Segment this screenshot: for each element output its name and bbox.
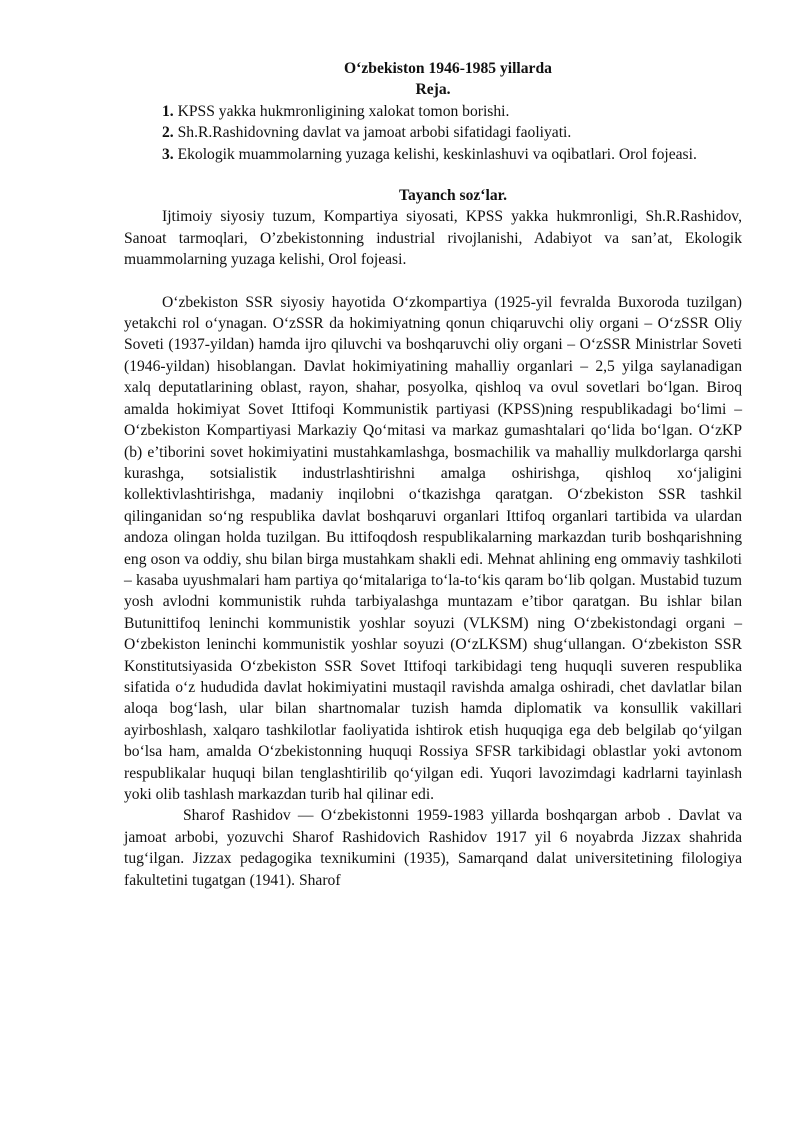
keywords-paragraph: Ijtimoiy siyosiy tuzum, Kompartiya siyosati, KPSS yakka hukmronligi, Sh.R.Rashidov, Sanoat tarmoqlari, O’zbekistonning industrial rivojlanishi, Adabiyot va san’at, Ekologik muammolarning yuzaga kelishi, Orol fojeasi. [124, 208, 742, 269]
reja-item-1 [124, 101, 742, 122]
document-title: O‘zbekiston 1946-1985 yillarda [344, 60, 552, 77]
reja-item-text: KPSS yakka hukmronligining xalokat tomon borishi. [173, 102, 510, 120]
body-paragraph-1: O‘zbekiston SSR siyosiy hayotida O‘zkompartiya (1925-yil fevralda Buxoroda tuzilgan) yetakchi rol o‘ynagan. O‘zSSR da hokimiyatning qonun chiqaruvchi oliy organi – O‘zSSR Oliy Soveti (1937-yildan) hamda ijro qiluvchi va boshqaruvchi oliy organi – O‘zSSR Ministrlar Soveti (1946-yildan) hisoblangan. Davlat hokimiyatining mahalliy organlari – 2,5 yilga saylanadigan xalq deputatlarining oblast, rayon, shahar, posyolka, qishloq va ovul sovetlari bo‘lgan. Biroq amalda hokimiyat Sovet Ittifoqi Kommunistik partiyasi (KPSS)ning respublikadagi bo‘limi – O‘zbekiston Kompartiyasi Markaziy Qo‘mitasi va markaz gumashtalari qo‘lida bo‘lgan. O‘zKP (b) e’tiborini sovet hokimiyatini mustahkamlashga, bosmachilik va mahalliy mulkdorlarga qarshi kurashga, sotsialistik industrlashtirishni amalga oshirishga, qishloq xo‘jaligini kollektivlashtirishga, madaniy inqilobni o‘tkazishga qaratgan. O‘zbekiston SSR tashkil qilinganidan so‘ng respublika davlat boshqaruvi organlari Ittifoq organlari tartibida va ulardan andoza olingan holda tuzilgan. Bu ittifoqdosh respublikalarning markazdan turib boshqarishning eng oson va oddiy, shu bilan birga mustahkam shakli edi. Mehnat ahlining eng ommaviy tashkiloti – kasaba uyushmalari ham partiya qo‘mitalariga to‘la-to‘kis qaram bo‘lib qolgan. Mustabid tuzum yosh avlodni kommunistik ruhda tarbiyalashga muntazam e’tibor qaratgan. Bu ishlar bilan Butunittifoq leninchi kommunistik yoshlar soyuzi (VLKSM) ning O‘zbekistondagi organi – O‘zbekiston leninchi kommunistik yoshlar soyuzi (O‘zLKSM) shug‘ullangan. O‘zbekiston SSR Konstitutsiyasida O‘zbekiston SSR Sovet Ittifoqi tarkibidagi teng huquqli suveren respublika sifatida o‘z hududida davlat hokimiyatini mustaqil ravishda amalga oshiradi, chet davlatlar bilan aloqa bog‘lash, ular bilan shartnomalar tuzish hamda diplomatik va konsullik vakillari ayirboshlash, xalqaro tashkilotlar faoliyatida ishtirok etish huquqiga ega deb belgilab qo‘yilgan bo‘lsa ham, amalda O‘zbekistonning huquqi Rossiya SFSR tarkibidagi oblastlar yoki avtonom respublikalar huquqi bilan tenglashtirilib qo‘yilgan edi. Yuqori lavozimdagi kadrlarni tayinlash yoki olib tashlash markazdan turib hal qilinar edi. [124, 293, 742, 803]
document-body [124, 58, 742, 891]
reja-item-number: 3. [162, 145, 174, 163]
reja-item-3 [124, 144, 742, 165]
keywords-heading: Tayanch soz‘lar. [398, 187, 508, 205]
reja-item-text: Ekologik muammolarning yuzaga kelishi, keskinlashuvi va oqibatlari. Orol fojeasi. [173, 145, 697, 163]
reja-item-number: 2. [162, 124, 174, 142]
reja-item-number: 1. [162, 102, 174, 120]
reja-heading: Reja. [415, 81, 451, 99]
body-paragraph-2: Sharof Rashidov — O‘zbekistonni 1959-1983 yillarda boshqargan arbob . Davlat va jamoat arbobi, yozuvchi Sharof Rashidovich Rashidov 1917 yil 6 noyabrda Jizzax shahrida tug‘ilgan. Jizzax pedagogika texnikumini (1935), Samarqand dalat universitetining filologiya fakultetini tugatgan (1941). Sharof [124, 807, 742, 889]
reja-item-2 [124, 122, 742, 143]
reja-item-text: Sh.R.Rashidovning davlat va jamoat arbobi sifatidagi faoliyati. [173, 124, 572, 142]
paragraph-gap [124, 271, 742, 292]
